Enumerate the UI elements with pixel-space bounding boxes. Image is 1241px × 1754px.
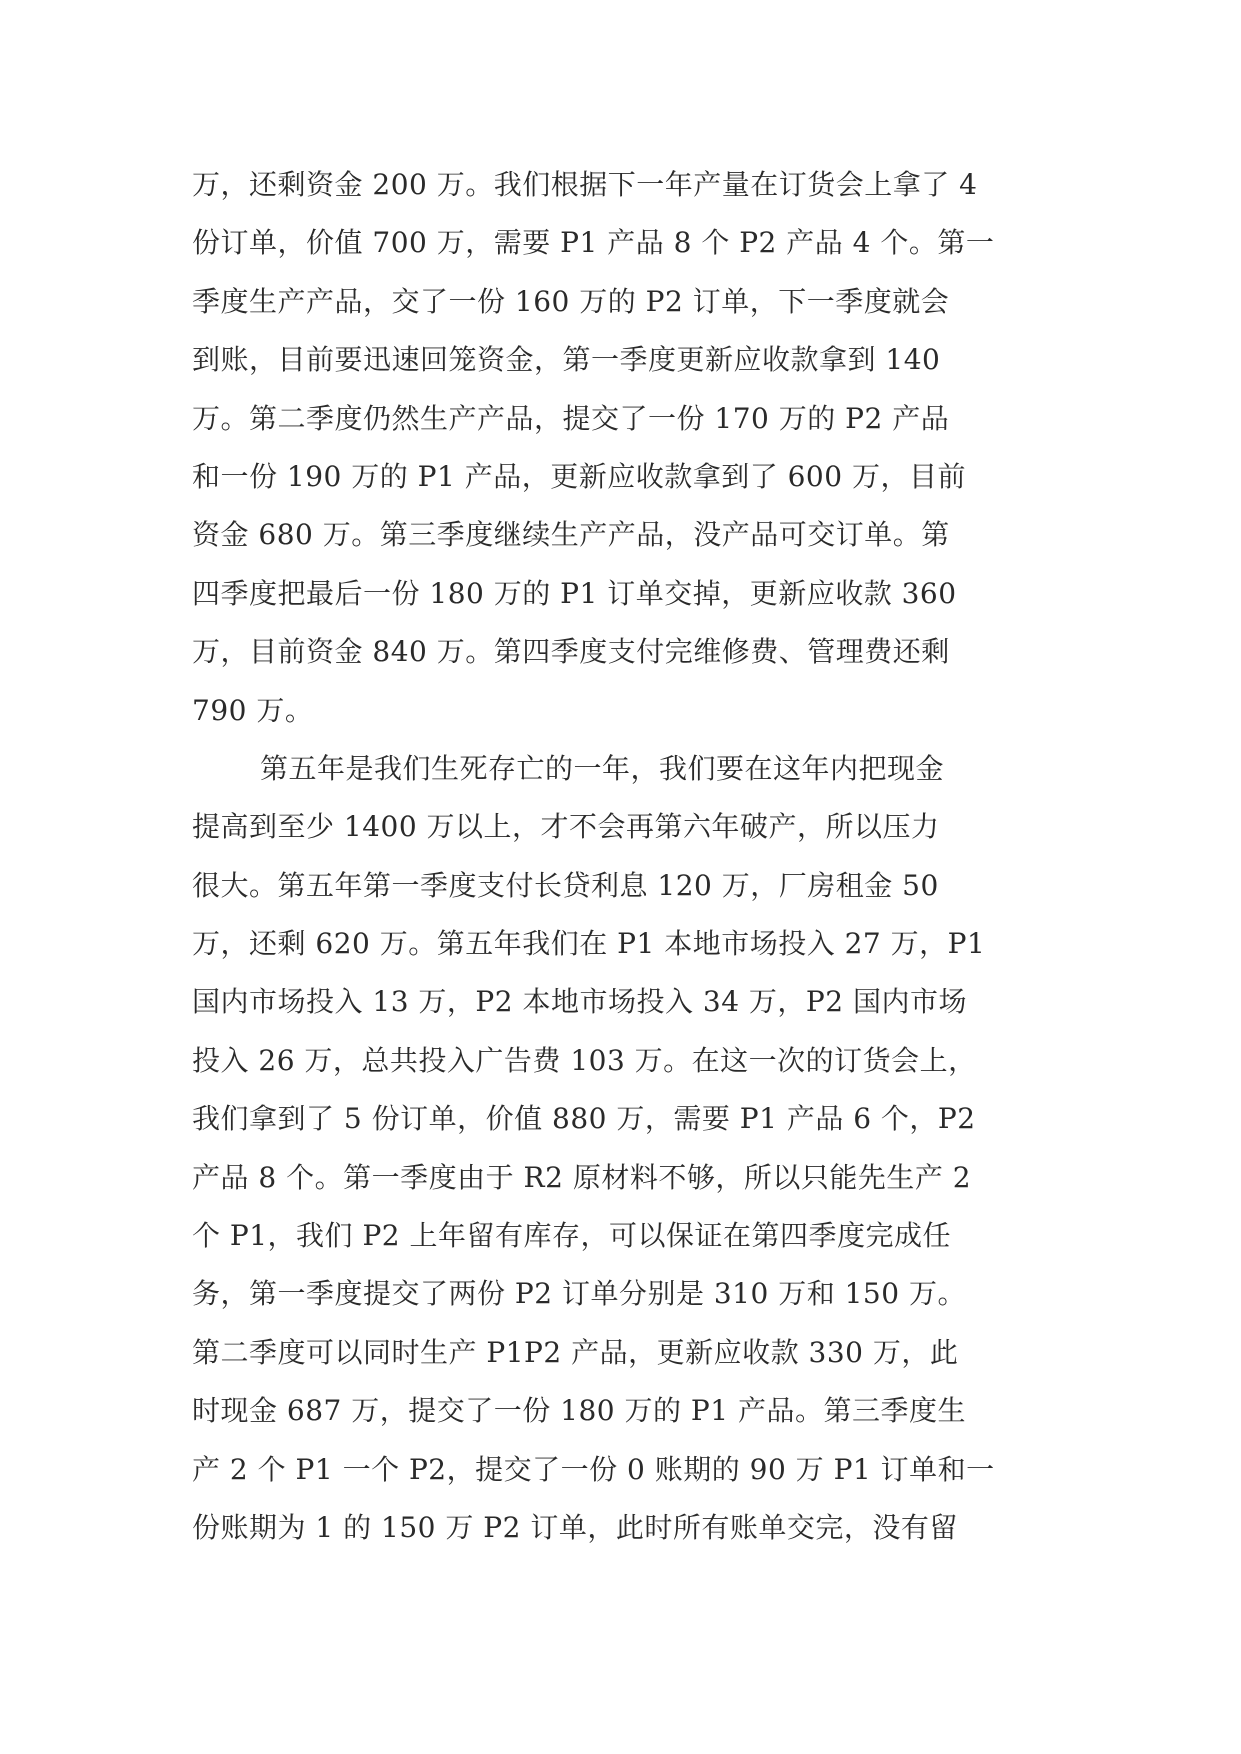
text-line: 到账，目前要迅速回笼资金，第一季度更新应收款拿到 140 xyxy=(192,343,941,377)
text-line: 和一份 190 万的 P1 产品，更新应收款拿到了 600 万，目前 xyxy=(192,459,966,493)
text-line: 产 2 个 P1 一个 P2，提交了一份 0 账期的 90 万 P1 订单和一 xyxy=(192,1452,995,1486)
text-line: 季度生产产品，交了一份 160 万的 P2 订单，下一季度就会 xyxy=(192,284,950,318)
body-text xyxy=(192,156,1072,1557)
text-line: 第二季度可以同时生产 P1P2 产品，更新应收款 330 万，此 xyxy=(192,1335,959,1369)
text-line: 份账期为 1 的 150 万 P2 订单，此时所有账单交完，没有留 xyxy=(192,1510,958,1544)
paragraph-start-line: 第五年是我们生死存亡的一年，我们要在这年内把现金 xyxy=(260,751,945,785)
text-line: 万。第二季度仍然生产产品，提交了一份 170 万的 P2 产品 xyxy=(192,401,950,435)
text-line: 790 万。 xyxy=(192,693,314,727)
text-line: 提高到至少 1400 万以上，才不会再第六年破产，所以压力 xyxy=(192,810,940,844)
text-line: 万，目前资金 840 万。第四季度支付完维修费、管理费还剩 xyxy=(192,635,950,669)
text-line: 国内市场投入 13 万，P2 本地市场投入 34 万，P2 国内市场 xyxy=(192,985,967,1019)
text-line: 份订单，价值 700 万，需要 P1 产品 8 个 P2 产品 4 个。第一 xyxy=(192,226,995,260)
text-line: 资金 680 万。第三季度继续生产产品，没产品可交订单。第 xyxy=(192,518,950,552)
text-line: 务，第一季度提交了两份 P2 订单分别是 310 万和 150 万。 xyxy=(192,1277,966,1311)
text-line: 我们拿到了 5 份订单，价值 880 万，需要 P1 产品 6 个，P2 xyxy=(192,1102,976,1136)
text-line: 时现金 687 万，提交了一份 180 万的 P1 产品。第三季度生 xyxy=(192,1394,966,1428)
text-line: 万，还剩 620 万。第五年我们在 P1 本地市场投入 27 万，P1 xyxy=(192,927,986,961)
text-line: 万，还剩资金 200 万。我们根据下一年产量在订货会上拿了 4 xyxy=(192,168,978,201)
text-line: 四季度把最后一份 180 万的 P1 订单交掉，更新应收款 360 xyxy=(192,576,957,610)
text-line: 投入 26 万，总共投入广告费 103 万。在这一次的订货会上， xyxy=(192,1043,977,1077)
text-line: 个 P1，我们 P2 上年留有库存，可以保证在第四季度完成任 xyxy=(192,1219,952,1253)
text-line: 很大。第五年第一季度支付长贷利息 120 万，厂房租金 50 xyxy=(192,868,939,902)
text-line: 产品 8 个。第一季度由于 R2 原材料不够，所以只能先生产 2 xyxy=(192,1160,972,1194)
